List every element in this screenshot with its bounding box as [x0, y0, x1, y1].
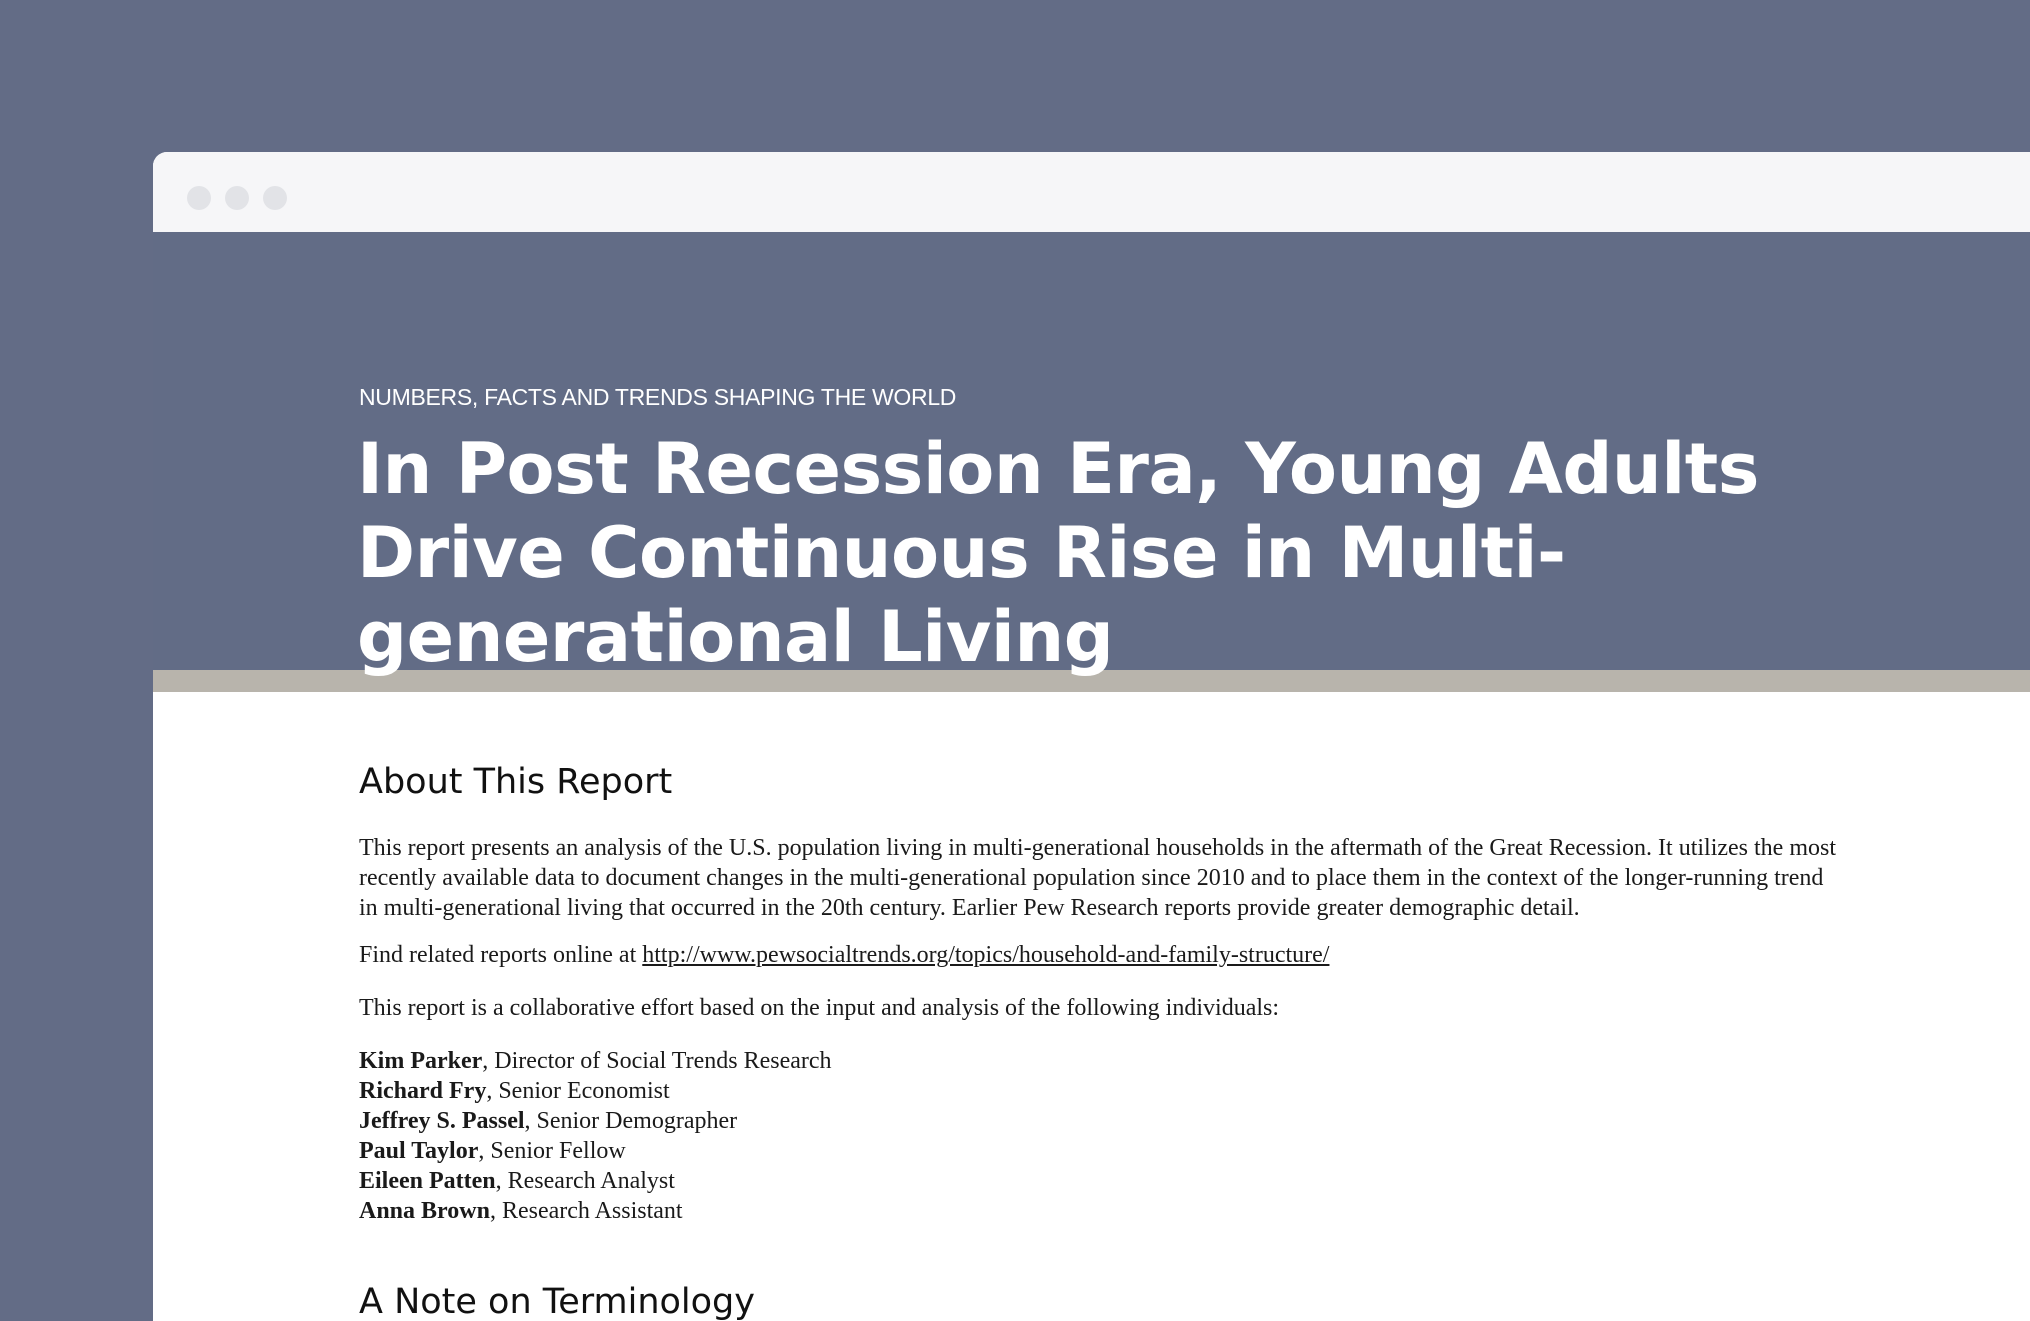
report-title-line: Drive Continuous Rise in Multi-: [357, 512, 1566, 594]
contributor-role: , Senior Demographer: [524, 1108, 738, 1134]
contributor-name: Anna Brown: [359, 1198, 490, 1224]
contributors-list: [359, 1046, 832, 1226]
report-title-line: generational Living: [357, 596, 1114, 678]
contributor-name: Jeffrey S. Passel: [359, 1108, 525, 1134]
contributor-name: Richard Fry: [359, 1078, 487, 1104]
maximize-window-button[interactable]: [263, 186, 287, 210]
contributor-name: Paul Taylor: [359, 1138, 479, 1164]
contributor-item: [359, 1076, 832, 1106]
contributor-role: , Director of Social Trends Research: [482, 1048, 832, 1074]
about-paragraph-line: This report presents an analysis of the U.S. population living in multi-generational households in the aftermath of the Great Recession. It utilizes the most: [359, 835, 1837, 861]
related-reports-text: [359, 940, 2030, 970]
browser-window: [153, 152, 2030, 1321]
contributor-item: [359, 1196, 832, 1226]
contributor-role: , Research Analyst: [495, 1168, 675, 1194]
close-window-button[interactable]: [187, 186, 211, 210]
contributor-item: [359, 1106, 832, 1136]
related-reports-prefix: Find related reports online at: [359, 942, 643, 968]
contributor-item: [359, 1166, 832, 1196]
contributor-item: [359, 1046, 832, 1076]
about-paragraph-line: in multi-generational living that occurred in the 20th century. Earlier Pew Research reports provide greater demographic detail.: [359, 895, 1580, 921]
contributor-item: [359, 1136, 832, 1166]
contributor-role: , Senior Fellow: [478, 1138, 626, 1164]
contributor-role: , Research Assistant: [489, 1198, 683, 1224]
report-header: [153, 232, 2030, 678]
contributor-name: Kim Parker: [359, 1048, 483, 1074]
related-reports-link[interactable]: http://www.pewsocialtrends.org/topics/household-and-family-structure/: [642, 942, 1330, 968]
terminology-heading: A Note on Terminology: [359, 1282, 755, 1321]
contributor-role: , Senior Economist: [486, 1078, 670, 1104]
report-kicker: NUMBERS, FACTS AND TRENDS SHAPING THE WORLD: [359, 384, 957, 410]
collaboration-text: This report is a collaborative effort based on the input and analysis of the following individuals:: [359, 995, 1280, 1021]
window-titlebar: [153, 152, 2030, 232]
report-title: [357, 427, 1757, 679]
minimize-window-button[interactable]: [225, 186, 249, 210]
about-paragraph: [359, 833, 2030, 923]
about-paragraph-line: recently available data to document changes in the multi-generational population since 2010 and to place them in the context of the longer-running trend: [359, 865, 1824, 891]
about-heading: About This Report: [359, 762, 673, 802]
report-title-line: In Post Recession Era, Young Adults: [357, 428, 1759, 510]
contributor-name: Eileen Patten: [359, 1168, 496, 1194]
